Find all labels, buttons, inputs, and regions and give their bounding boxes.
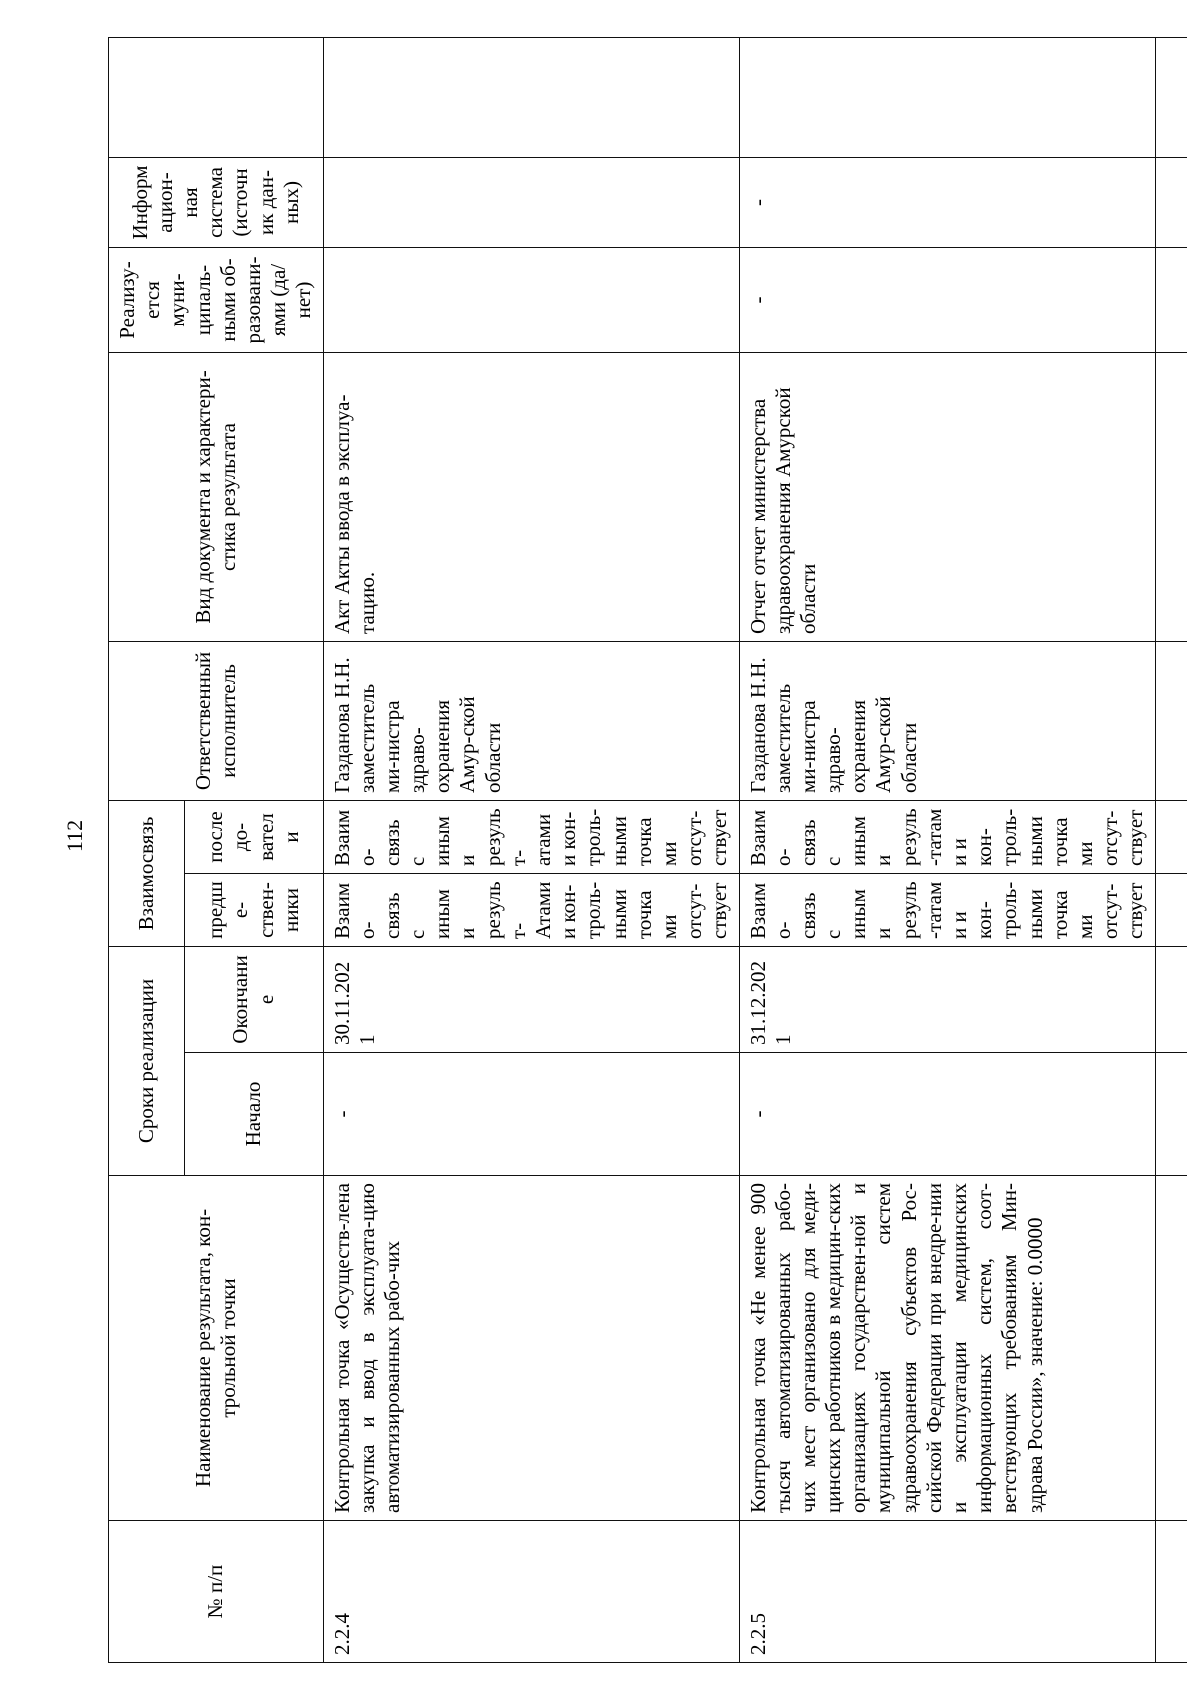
row-municipal — [323, 247, 739, 352]
header-successors: последо-ватели — [184, 800, 323, 873]
header-num: № п/п — [109, 1521, 324, 1663]
page-number: 112 — [62, 819, 87, 852]
row-blank — [739, 37, 1155, 157]
table-row — [739, 37, 1155, 1662]
header-doc-type: Вид документа и характери-стика результата — [109, 352, 324, 641]
row-successors: Взаимо-связь с иными результ-атами и кон-троль-ными точками отсут-ствует — [323, 800, 739, 873]
row-successors: Взаимо-связь с иными резуль-татами и кон-троль-ными точками отсут-ствует — [739, 800, 1155, 873]
header-info-system: Информацион-ная система (источник дан-ных) — [109, 157, 324, 247]
row-end: 31.12.2021 — [739, 947, 1155, 1053]
row-responsible: Газданова Н.Н. заместитель ми-нистра здраво-охранения Амур-ской области — [739, 641, 1155, 800]
control-points-table — [108, 37, 1187, 1663]
header-blank — [109, 37, 324, 157]
row-start: - — [323, 1053, 739, 1176]
header-dates: Сроки реализации — [109, 947, 185, 1176]
table-row — [323, 37, 739, 1662]
row-info-system: - — [739, 157, 1155, 247]
row-info-system — [323, 157, 739, 247]
row-num: 2.2.4 — [323, 1521, 739, 1663]
header-start: Начало — [184, 1053, 323, 1176]
row-start: - — [739, 1053, 1155, 1176]
row-name: Контрольная точка «Не менее 900 тысяч автоматизированных рабо-чих мест организовано для меди-цинских работников в медицин-ских организациях государствен-ной и муниципальной систем здравоохранения субъектов Рос-сийской Федерации при внедре-нии и эксплуатации медицинских информационных систем, соот-ветствующих требованиям Мин-здрава России», значение: 0.0000 — [739, 1176, 1155, 1521]
row-doc-type: Акт Акты ввода в эксплуа-тацию. — [323, 352, 739, 641]
header-relation: Взаимосвязь — [109, 800, 185, 946]
row-doc-type: Отчет отчет министерства здравоохранения Амурской области — [739, 352, 1155, 641]
row-blank — [323, 37, 739, 157]
header-end: Окончание — [184, 947, 323, 1053]
header-predecessors: предше-ствен-ники — [184, 874, 323, 947]
header-responsible: Ответственный исполнитель — [109, 641, 324, 800]
row-name: Контрольная точка «Осуществ-лена закупка и ввод в эксплуата-цию автоматизированных рабо-чих — [323, 1176, 739, 1521]
row-predecessors: Взаимо-связь с иными результ-Атами и кон-троль-ными точками отсут-ствует — [323, 874, 739, 947]
row-num: 2.2.5 — [739, 1521, 1155, 1663]
row-predecessors: Взаимо-связь с иными резуль-татами и кон-троль-ными точками отсут-ствует — [739, 874, 1155, 947]
row-municipal: - — [739, 247, 1155, 352]
table-continuation-row — [1155, 37, 1187, 1662]
header-row — [109, 37, 185, 1662]
row-responsible: Газданова Н.Н. заместитель ми-нистра здраво-охранения Амур-ской области — [323, 641, 739, 800]
header-name: Наименование результата, кон-трольной точки — [109, 1176, 324, 1521]
row-end: 30.11.2021 — [323, 947, 739, 1053]
rotated-page-content — [108, 38, 1148, 1663]
header-municipal: Реализу-ется муни-ципаль-ными об-разовани-ями (да/нет) — [109, 247, 324, 352]
